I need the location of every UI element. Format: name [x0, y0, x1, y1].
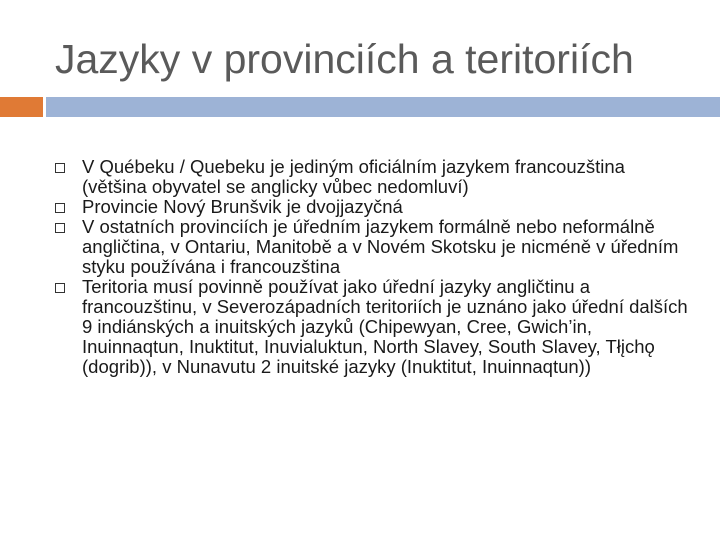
bullet-text: V Québeku / Quebeku je jediným oficiálním jazykem francouzština (většina obyvatel se anglicky vůbec nedomluví) [82, 156, 625, 197]
slide-title: Jazyky v provinciích a teritoriích [55, 36, 634, 82]
bullet-item [54, 197, 694, 217]
bullet-item [54, 217, 694, 277]
title-accent-bar-orange [0, 97, 43, 117]
hollow-square-icon [55, 203, 65, 213]
hollow-square-icon [55, 163, 65, 173]
bullet-item [54, 277, 694, 377]
bullet-text: Provincie Nový Brunšvik je dvojjazyčná [82, 196, 403, 217]
bullet-list [54, 157, 694, 377]
hollow-square-icon [55, 223, 65, 233]
bullet-text: Teritoria musí povinně používat jako úřední jazyky angličtinu a francouzštinu, v Severozápadních teritoriích je uznáno jako úřední dalších 9 indiánských a inuitských jazyků (Chipewyan, Cree, Gwich’in, Inuinnaqtun, Inuktitut, Inuvialuktun, North Slavey, South Slavey, Tłįchǫ (dogrib)), v Nunavutu 2 inuitské jazyky (Inuktitut, Inuinnaqtun)) [82, 276, 688, 377]
bullet-text: V ostatních provinciích je úředním jazykem formálně nebo neformálně angličtina, v Ontariu, Manitobě a v Novém Skotsku je nicméně v úředním styku používána i francouzština [82, 216, 679, 277]
title-accent-bar-blue [46, 97, 720, 117]
bullet-item [54, 157, 694, 197]
hollow-square-icon [55, 283, 65, 293]
